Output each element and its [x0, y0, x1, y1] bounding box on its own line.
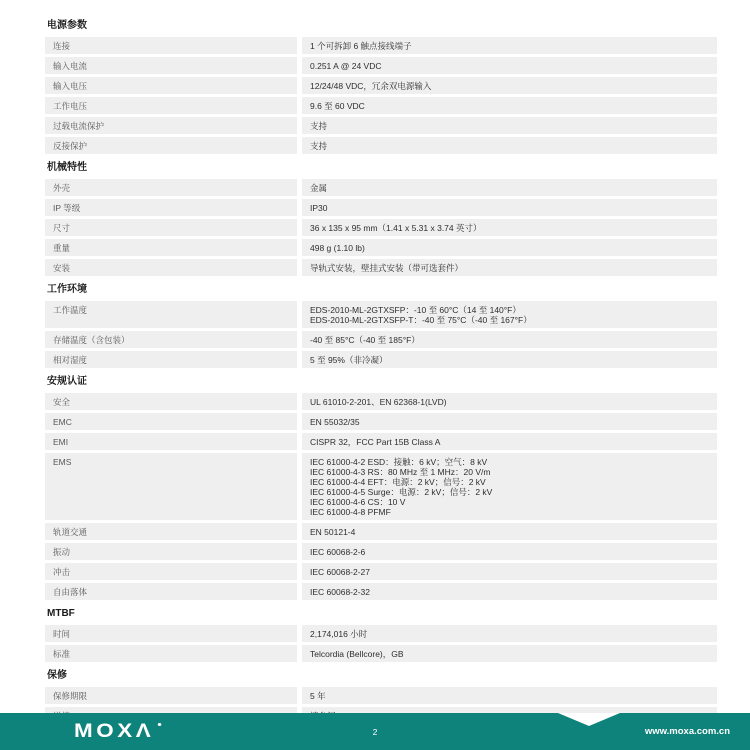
spec-label: 保修期限: [45, 687, 297, 704]
spec-value-line: IEC 60068-2-32: [310, 587, 371, 597]
spec-row: [45, 199, 717, 216]
spec-value-line: 金属: [310, 183, 328, 193]
spec-value-line: 0.251 A @ 24 VDC: [310, 61, 382, 71]
spec-value: [302, 117, 717, 134]
spec-row: [45, 331, 717, 348]
spec-value-line: 支持: [310, 121, 328, 131]
spec-value-line: 36 x 135 x 95 mm（1.41 x 5.31 x 3.74 英寸）: [310, 223, 482, 233]
footer-website: www.moxa.com.cn: [644, 726, 730, 737]
spec-value-line: IEC 61000-4-8 PFMF: [310, 507, 391, 517]
spec-value: [302, 301, 717, 328]
spec-value: [302, 77, 717, 94]
spec-value: [302, 259, 717, 276]
section-title: 工作环境: [47, 284, 87, 295]
spec-value-line: EDS-2010-ML-2GTXSFP-T：-40 至 75°C（-40 至 167°F）: [310, 315, 532, 325]
spec-row: [45, 393, 717, 410]
spec-label: EMC: [45, 413, 297, 430]
spec-table: [45, 20, 717, 724]
spec-value: [302, 583, 717, 600]
spec-value-line: IEC 61000-4-5 Surge：电源：2 kV；信号：2 kV: [310, 487, 493, 497]
spec-row: [45, 301, 717, 328]
spec-value: [302, 351, 717, 368]
spec-value: [302, 97, 717, 114]
spec-value: [302, 413, 717, 430]
spec-value-line: 导轨式安装，壁挂式安装（带可选套件）: [310, 263, 464, 273]
section-power-parameters: [45, 20, 717, 154]
spec-value: [302, 239, 717, 256]
spec-value: [302, 453, 717, 520]
spec-label: 存储温度（含包装）: [45, 331, 297, 348]
spec-value: [302, 543, 717, 560]
spec-value-line: IEC 60068-2-27: [310, 567, 371, 577]
spec-value-line: EN 55032/35: [310, 417, 360, 427]
spec-row: [45, 563, 717, 580]
section-certification: [45, 376, 717, 600]
spec-value: [302, 625, 717, 642]
spec-row: [45, 645, 717, 662]
section-title: 保修: [47, 670, 67, 681]
spec-label: 相对湿度: [45, 351, 297, 368]
spec-value-line: -40 至 85°C（-40 至 185°F）: [310, 335, 420, 345]
footer-bar: [0, 713, 750, 750]
spec-value-line: 5 年: [310, 691, 326, 701]
spec-value: [302, 433, 717, 450]
section-environment: [45, 284, 717, 368]
spec-label: 振动: [45, 543, 297, 560]
spec-row: [45, 351, 717, 368]
spec-label: 安全: [45, 393, 297, 410]
spec-row: [45, 97, 717, 114]
moxa-logo-text: MOXΛ: [74, 721, 155, 742]
spec-label: 安装: [45, 259, 297, 276]
spec-row: [45, 413, 717, 430]
section-mtbf: [45, 608, 717, 662]
moxa-logo-dot: [158, 723, 162, 726]
spec-row: [45, 433, 717, 450]
spec-value-line: 支持: [310, 141, 328, 151]
spec-row: [45, 219, 717, 236]
spec-value: [302, 331, 717, 348]
spec-label: 过载电流保护: [45, 117, 297, 134]
spec-value-line: UL 61010-2-201、EN 62368-1(LVD): [310, 397, 447, 407]
spec-value: [302, 523, 717, 540]
spec-label: 外壳: [45, 179, 297, 196]
moxa-logo: [74, 720, 154, 744]
spec-label: IP 等级: [45, 199, 297, 216]
spec-row: [45, 625, 717, 642]
spec-row: [45, 687, 717, 704]
spec-row: [45, 453, 717, 520]
spec-label: 输入电压: [45, 77, 297, 94]
spec-label: 时间: [45, 625, 297, 642]
spec-label: 尺寸: [45, 219, 297, 236]
spec-row: [45, 259, 717, 276]
spec-row: [45, 77, 717, 94]
spec-value-line: Telcordia (Bellcore)，GB: [310, 649, 404, 659]
spec-value: [302, 57, 717, 74]
spec-row: [45, 583, 717, 600]
spec-value: [302, 563, 717, 580]
spec-label: EMS: [45, 453, 297, 520]
spec-row: [45, 523, 717, 540]
spec-label: 反接保护: [45, 137, 297, 154]
spec-value: [302, 393, 717, 410]
spec-value-line: 498 g (1.10 lb): [310, 243, 365, 253]
spec-value-line: 1 个可拆卸 6 触点接线端子: [310, 41, 412, 51]
section-mechanical: [45, 162, 717, 276]
spec-row: [45, 179, 717, 196]
spec-row: [45, 37, 717, 54]
spec-value-line: 12/24/48 VDC，冗余双电源输入: [310, 81, 432, 91]
spec-label: 轨道交通: [45, 523, 297, 540]
spec-value: [302, 37, 717, 54]
spec-label: 标准: [45, 645, 297, 662]
spec-label: 输入电流: [45, 57, 297, 74]
spec-row: [45, 137, 717, 154]
spec-value-line: EN 50121-4: [310, 527, 356, 537]
spec-row: [45, 543, 717, 560]
spec-value-line: 5 至 95%（非冷凝）: [310, 355, 388, 365]
spec-label: 工作电压: [45, 97, 297, 114]
spec-value: [302, 219, 717, 236]
section-title: MTBF: [47, 608, 75, 619]
spec-value: [302, 179, 717, 196]
spec-value-line: IEC 61000-4-6 CS：10 V: [310, 497, 406, 507]
spec-label: 工作温度: [45, 301, 297, 328]
spec-value-line: EDS-2010-ML-2GTXSFP：-10 至 60°C（14 至 140°F）: [310, 305, 521, 315]
spec-value: [302, 199, 717, 216]
spec-label: 连接: [45, 37, 297, 54]
section-title: 安规认证: [47, 376, 87, 387]
spec-value-line: IEC 61000-4-2 ESD：接触：6 kV；空气：8 kV: [310, 457, 488, 467]
section-title: 电源参数: [47, 20, 87, 31]
page-number: 2: [372, 727, 378, 737]
spec-value-line: CISPR 32，FCC Part 15B Class A: [310, 437, 441, 447]
spec-value-line: 2,174,016 小时: [310, 629, 368, 639]
spec-value-line: IEC 61000-4-4 EFT：电源：2 kV；信号：2 kV: [310, 477, 486, 487]
footer-notch-decoration: [558, 713, 620, 726]
spec-value-line: IEC 60068-2-6: [310, 547, 366, 557]
spec-value: [302, 687, 717, 704]
spec-value: [302, 645, 717, 662]
spec-label: 重量: [45, 239, 297, 256]
spec-row: [45, 117, 717, 134]
spec-label: 自由落体: [45, 583, 297, 600]
spec-value-line: 9.6 至 60 VDC: [310, 101, 365, 111]
spec-value-line: IEC 61000-4-3 RS：80 MHz 至 1 MHz：20 V/m: [310, 467, 491, 477]
spec-value-line: IP30: [310, 203, 328, 213]
spec-label: 冲击: [45, 563, 297, 580]
spec-row: [45, 57, 717, 74]
spec-value: [302, 137, 717, 154]
spec-label: EMI: [45, 433, 297, 450]
section-title: 机械特性: [47, 162, 87, 173]
spec-row: [45, 239, 717, 256]
